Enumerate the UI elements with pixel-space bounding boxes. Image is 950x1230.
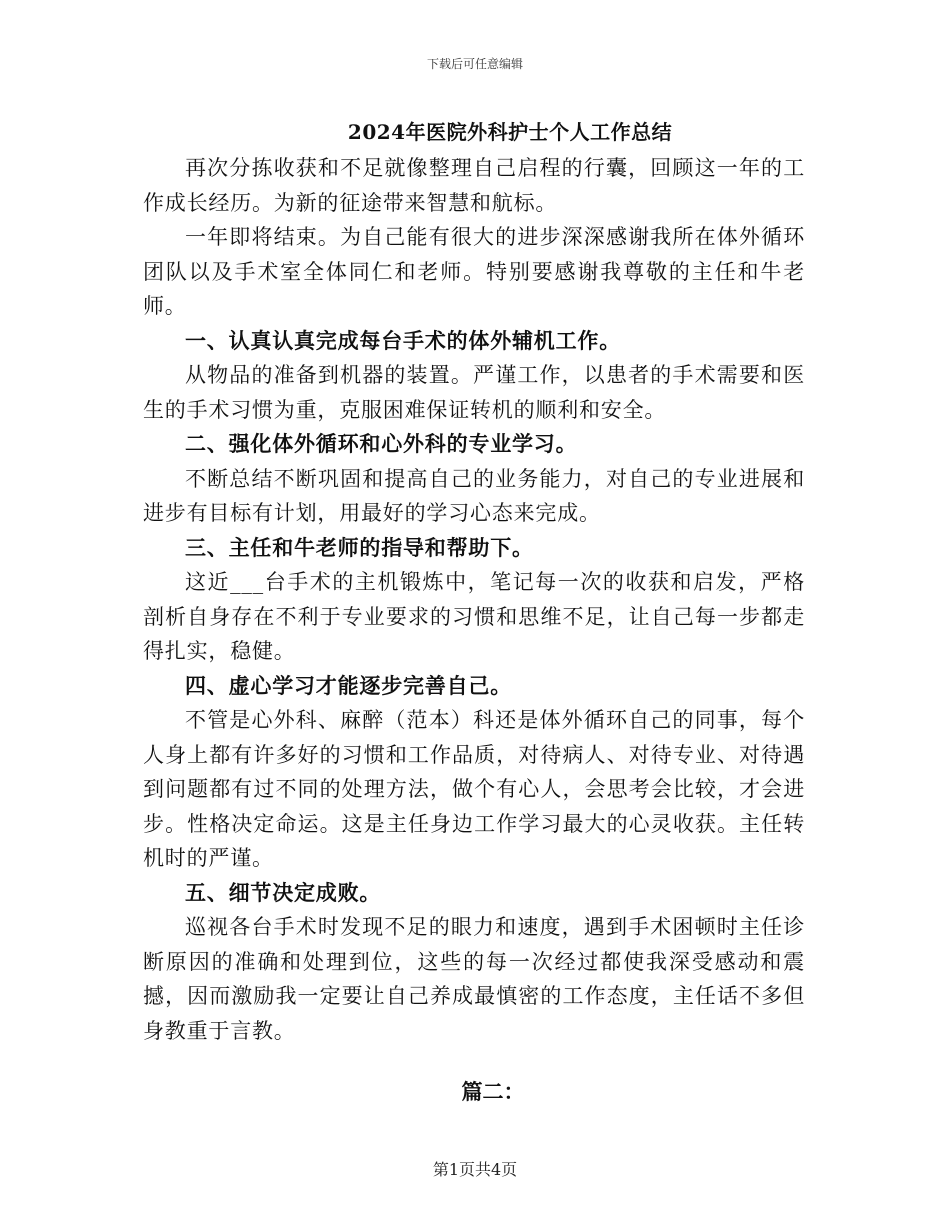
page-number: 第1页共4页: [432, 1160, 518, 1179]
paragraph: 一年即将结束。为自己能有很大的进步深深感谢我所在体外循环团队以及手术室全体同仁和老师。特别要感谢我尊敬的主任和牛老师。: [143, 225, 805, 318]
header-note: 下载后可任意编辑: [426, 57, 523, 71]
section-heading: 二、强化体外循环和心外科的专业学习。: [185, 431, 578, 456]
paragraph: 这近___台手术的主机锻炼中，笔记每一次的收获和启发，严格剖析自身存在不利于专业要求的习惯和思维不足，让自己每一步都走得扎实，稳健。: [143, 570, 805, 663]
section-heading: 三、主任和牛老师的指导和帮助下。: [185, 534, 534, 560]
section-heading: 一、认真认真完成每台手术的体外辅机工作。: [185, 327, 621, 353]
paragraph: 从物品的准备到机器的装置。严谨工作，以患者的手术需要和医生的手术习惯为重，克服困难保证转机的顺利和安全。: [143, 363, 805, 422]
paragraph: 不管是心外科、麻醉（范本）科还是体外循环自己的同事，每个人身上都有许多好的习惯和工作品质，对待病人、对待专业、对待遇到问题都有过不同的处理方法，做个有心人，会思考会比较，才会进步。性格决定命运。这是主任身边工作学习最大的心灵收获。主任转机时的严谨。: [143, 708, 805, 870]
paragraph: 巡视各台手术时发现不足的眼力和速度，遇到手术困顿时主任诊断原因的准确和处理到位，这些的每一次经过都使我深受感动和震撼，因而激励我一定要让自己养成最慎密的工作态度，主任话不多但身教重于言教。: [143, 915, 805, 1043]
document-body: [143, 151, 805, 1048]
section-heading: 五、细节决定成败。: [185, 879, 382, 905]
document-title: 2024年医院外科护士个人工作总结: [347, 120, 673, 144]
section-title: 篇二：: [461, 1079, 525, 1104]
section-heading: 四、虚心学习才能逐步完善自己。: [185, 672, 512, 698]
paragraph: 不断总结不断巩固和提高自己的业务能力，对自己的专业进展和进步有目标有计划，用最好的学习心态来完成。: [143, 466, 805, 525]
paragraph: 再次分拣收获和不足就像整理自己启程的行囊，回顾这一年的工作成长经历。为新的征途带来智慧和航标。: [143, 156, 805, 215]
